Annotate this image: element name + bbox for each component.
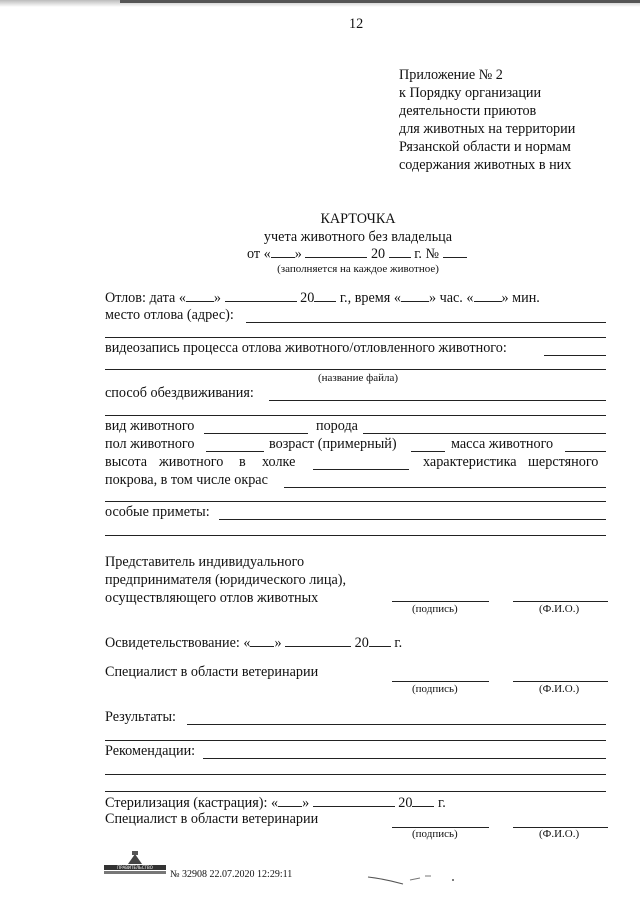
fio-caption: (Ф.И.О.) <box>539 603 580 615</box>
recommendations-label: Рекомендации: <box>105 743 196 759</box>
coat-label: покрова, в том числе окрас <box>105 472 268 488</box>
appendix-line: для животных на территории <box>399 121 576 137</box>
marks-label: особые приметы: <box>105 504 210 520</box>
card-title: КАРТОЧКА <box>320 211 396 227</box>
results-label: Результаты: <box>105 709 176 725</box>
exam-close: » <box>274 635 282 651</box>
immobilize-line-2 <box>105 415 606 416</box>
sterilization-close: » <box>302 795 310 811</box>
species-line <box>204 433 308 434</box>
immobilize-label: способ обездвиживания: <box>105 385 254 401</box>
registration-stamp: № 32908 22.07.2020 12:29:11 <box>170 869 293 880</box>
capture-hour: » час. « <box>428 290 474 306</box>
representative-block <box>105 553 346 607</box>
weight-label: масса животного <box>451 436 554 452</box>
fio-line <box>513 601 608 602</box>
place-line-2 <box>105 337 606 338</box>
capture-min: » мин. <box>501 290 540 306</box>
height-w5: характеристика <box>423 454 517 470</box>
breed-line <box>363 433 606 434</box>
sex-line <box>206 451 264 452</box>
representative-line: осуществляющего отлов животных <box>105 590 319 606</box>
appendix-line: деятельности приютов <box>399 103 537 119</box>
sterilization-line <box>105 794 446 812</box>
video-line-2 <box>105 369 606 370</box>
age-line <box>411 451 445 452</box>
signature-caption-3: (подпись) <box>412 828 458 840</box>
sex-label: пол животного <box>105 436 195 452</box>
place-label: место отлова (адрес): <box>105 307 234 323</box>
card-subtitle: учета животного без владельца <box>263 229 453 245</box>
marks-line-2 <box>105 535 606 536</box>
capture-time-label: г., время « <box>339 290 401 306</box>
height-line <box>313 469 409 470</box>
video-line <box>544 355 606 356</box>
recommendations-line-3 <box>105 791 606 792</box>
results-line <box>187 724 606 725</box>
from-ot: от « <box>247 246 271 262</box>
appendix-line: Приложение № 2 <box>399 67 503 83</box>
capture-line <box>105 289 540 307</box>
capture-label: Отлов: дата « <box>105 290 186 306</box>
signature-line <box>392 601 489 602</box>
height-w2: животного <box>159 454 224 470</box>
file-name-note: (название файла) <box>317 372 399 384</box>
fio-caption-3: (Ф.И.О.) <box>539 828 580 840</box>
exam-g: г. <box>394 635 403 651</box>
species-label: вид животного <box>105 418 195 434</box>
age-label: возраст (примерный) <box>269 436 397 452</box>
height-w3: в <box>239 454 246 470</box>
representative-line: Представитель индивидуального <box>105 554 305 570</box>
height-w1: высота <box>105 454 148 470</box>
marks-line <box>219 519 606 520</box>
video-label: видеозапись процесса отлова животного/отловленного животного: <box>105 340 507 356</box>
signature-caption-2: (подпись) <box>412 683 458 695</box>
scan-top-shadow <box>120 0 640 3</box>
recommendations-line <box>203 758 606 759</box>
from-year: 20 <box>370 246 386 262</box>
scan-marks <box>365 868 465 888</box>
exam-year: 20 <box>354 635 369 651</box>
vet-specialist-1: Специалист в области ветеринарии <box>105 664 319 680</box>
exam-line <box>105 634 402 652</box>
appendix-line: содержания животных в них <box>399 157 572 173</box>
immobilize-line <box>269 400 606 401</box>
page-number: 12 <box>349 16 364 32</box>
sterilization-label: Стерилизация (кастрация): « <box>105 795 279 811</box>
coat-line <box>284 487 606 488</box>
government-logo <box>104 851 166 875</box>
exam-label: Освидетельствование: « <box>105 635 251 651</box>
vet-specialist-2: Специалист в области ветеринарии <box>105 811 319 827</box>
recommendations-line-2 <box>105 774 606 775</box>
from-line <box>247 245 467 263</box>
appendix-line: Рязанской области и нормам <box>399 139 571 155</box>
height-w4: холке <box>262 454 296 470</box>
place-line <box>246 322 606 323</box>
signature-caption: (подпись) <box>412 603 458 615</box>
capture-year: 20 <box>300 290 315 306</box>
signature-line-2 <box>392 681 489 682</box>
representative-line: предпринимателя (юридического лица), <box>105 572 347 588</box>
weight-line <box>565 451 606 452</box>
breed-label: порода <box>316 418 358 434</box>
coat-line-2 <box>105 501 606 502</box>
results-line-2 <box>105 740 606 741</box>
from-note: (заполняется на каждое животное) <box>277 263 439 275</box>
from-close: » <box>294 246 302 262</box>
sterilization-g: г. <box>438 795 446 811</box>
logo-text: ПРАВИТЕЛЬСТВО <box>117 865 153 870</box>
appendix-line: к Порядку организации <box>399 85 542 101</box>
fio-caption-2: (Ф.И.О.) <box>539 683 580 695</box>
capture-close: » <box>213 290 222 306</box>
appendix-block <box>399 66 575 174</box>
fio-line-2 <box>513 681 608 682</box>
from-g-number: г. № <box>414 246 440 262</box>
height-w6: шерстяного <box>528 454 599 470</box>
sterilization-year: 20 <box>398 795 413 811</box>
